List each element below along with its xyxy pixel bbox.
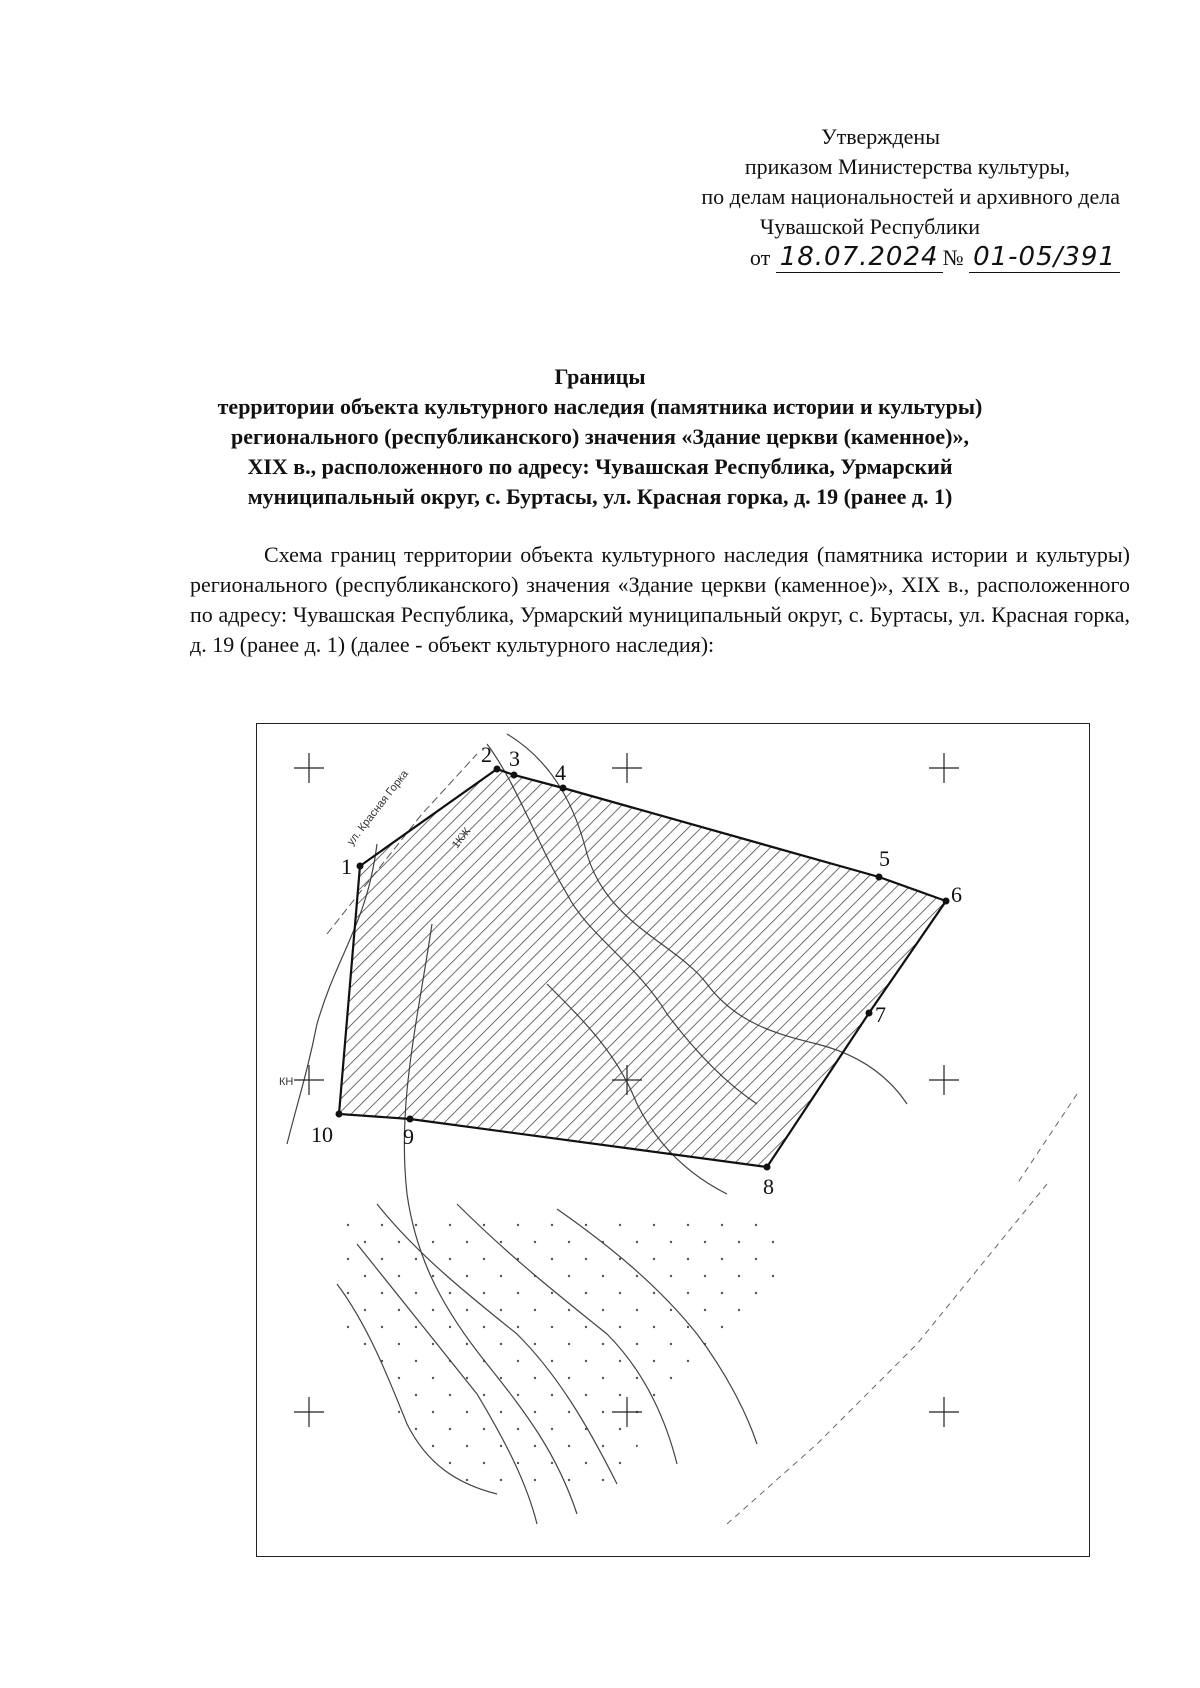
boundary-point xyxy=(407,1116,414,1123)
territory-polygon xyxy=(339,769,946,1167)
heading-line: XIX в., расположенного по адресу: Чувашская Республика, Урмарский xyxy=(247,454,953,479)
heading-line: муниципальный округ, с. Буртасы, ул. Красная горка, д. 19 (ранее д. 1) xyxy=(247,484,953,509)
point-label: 7 xyxy=(875,1002,886,1027)
point-label: 5 xyxy=(879,846,890,871)
point-label: 10 xyxy=(311,1122,333,1147)
boundary-point xyxy=(494,766,501,773)
map-svg xyxy=(257,724,1091,1558)
boundary-point xyxy=(560,785,567,792)
point-label: 9 xyxy=(403,1124,414,1149)
document-heading xyxy=(160,362,1040,512)
heading-title: Границы xyxy=(554,364,646,389)
point-label: 6 xyxy=(951,882,962,907)
kzh-label: 1КЖ xyxy=(449,825,474,851)
heading-line: территории объекта культурного наследия (памятника истории и культуры) xyxy=(217,394,983,419)
approval-line: по делам национальностей и архивного дела xyxy=(701,184,1120,209)
intro-paragraph xyxy=(190,540,1130,660)
point-label: 1 xyxy=(341,854,352,879)
boundary-map xyxy=(256,723,1090,1557)
boundary-point xyxy=(336,1111,343,1118)
boundary-point xyxy=(876,874,883,881)
boundary-point xyxy=(764,1164,771,1171)
boundary-point xyxy=(511,772,518,779)
point-label: 2 xyxy=(481,742,492,767)
intro-text: Схема границ территории объекта культурного наследия (памятника истории и культуры) регионального (республиканского) значения «Здание церкви (каменное)», XIX в., расположенного по адресу: Чувашская Республика, Урмарский муниципальный округ, с. Буртасы, ул. Красная горка, д. 19 (ранее д. 1) (далее - объект культурного наследия): xyxy=(190,542,1130,657)
approval-block xyxy=(560,122,1120,273)
road-line xyxy=(1017,1094,1077,1184)
point-label: 4 xyxy=(555,760,566,785)
kn-label: КН xyxy=(279,1076,294,1088)
point-label: 3 xyxy=(509,746,520,771)
approval-line: Чувашской Республики xyxy=(759,214,980,239)
number-prefix: № xyxy=(942,245,964,270)
heading-line: регионального (республиканского) значения «Здание церкви (каменное)», xyxy=(231,424,969,449)
approval-date-line xyxy=(560,242,1120,273)
boundary-point xyxy=(357,863,364,870)
boundary-point xyxy=(943,898,950,905)
date-prefix: от xyxy=(749,245,771,270)
handwritten-number: 01-05/391 xyxy=(969,242,1120,273)
handwritten-date: 18.07.2024 xyxy=(776,242,943,273)
approval-line: приказом Министерства культуры, xyxy=(744,154,1070,179)
point-label: 8 xyxy=(763,1174,774,1199)
approval-line: Утверждены xyxy=(821,124,940,149)
field-area xyxy=(345,1209,787,1484)
street-label: ул. Красная Горка xyxy=(344,768,411,848)
boundary-point xyxy=(866,1010,873,1017)
